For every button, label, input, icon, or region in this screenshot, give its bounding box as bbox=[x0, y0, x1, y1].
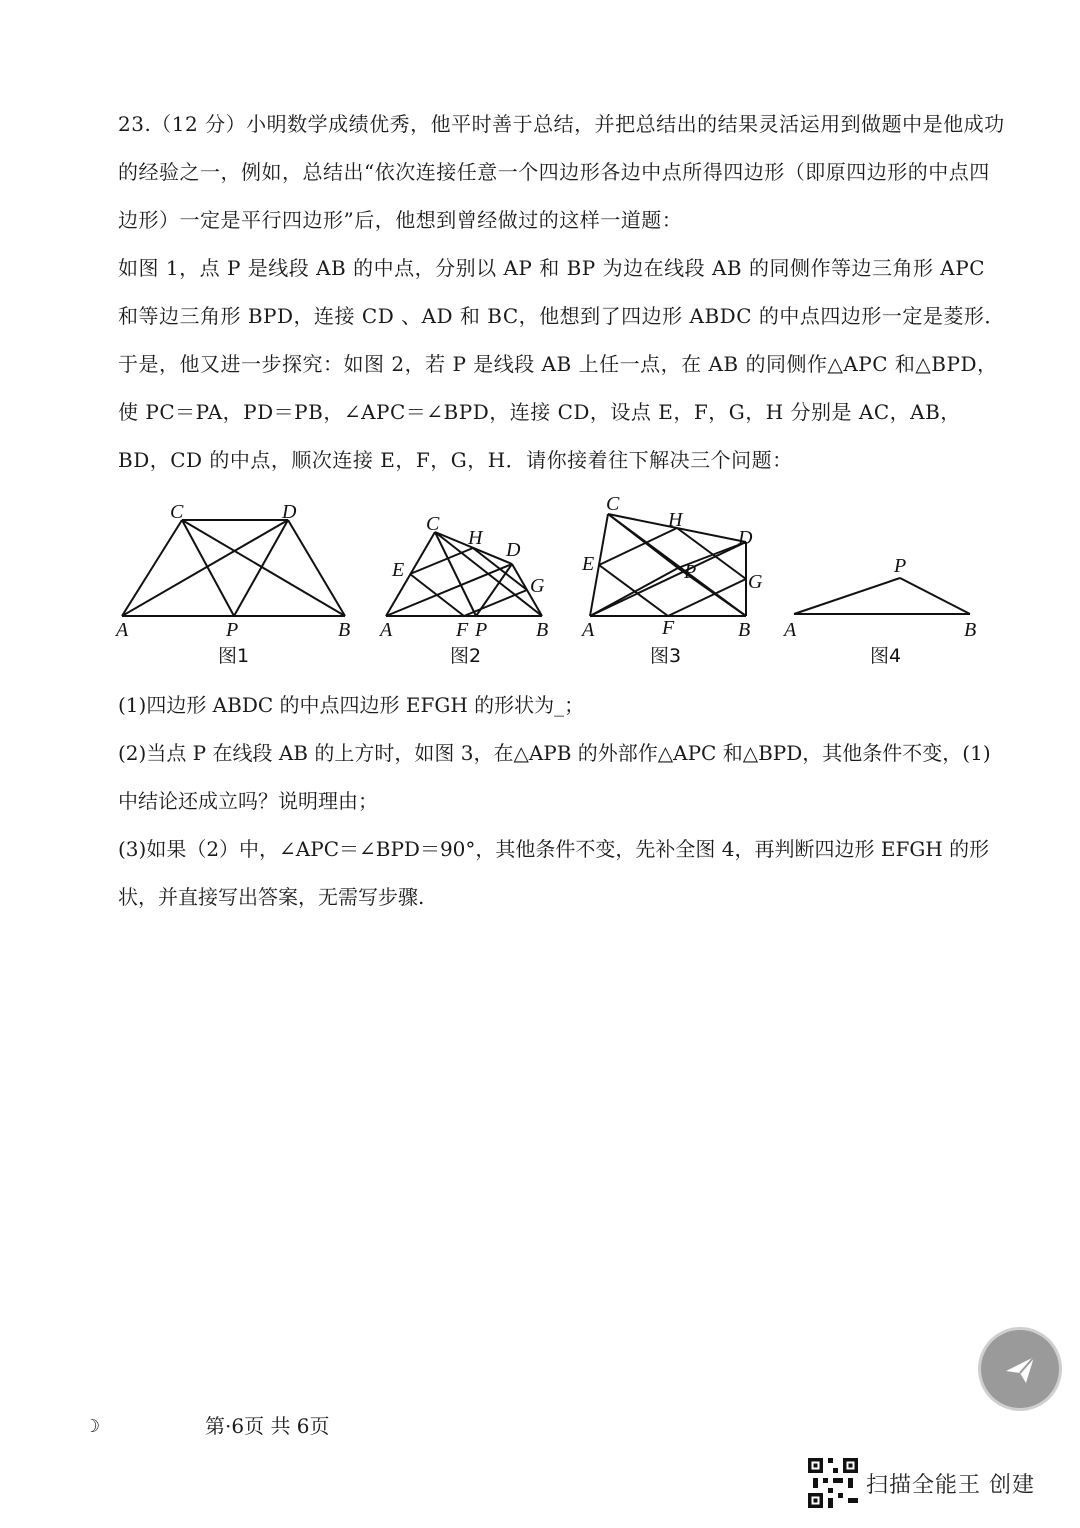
svg-text:C: C bbox=[426, 513, 440, 535]
figure-3-caption: 图3 bbox=[650, 645, 682, 667]
figure-1-caption: 图1 bbox=[218, 645, 250, 667]
geometry-figures bbox=[110, 490, 1010, 680]
svg-text:P: P bbox=[684, 561, 697, 583]
question-2-line-2: 中结论还成立吗？说明理由； bbox=[118, 789, 378, 813]
moon-glyph: ☽ bbox=[84, 1416, 101, 1437]
figure-4 bbox=[794, 578, 970, 614]
figure-1 bbox=[122, 520, 345, 616]
svg-text:G: G bbox=[530, 575, 545, 597]
svg-text:A: A bbox=[380, 619, 393, 641]
share-fab-button[interactable] bbox=[981, 1330, 1059, 1408]
question-1: (1)四边形 ABDC 的中点四边形 EFGH 的形状为_； bbox=[118, 693, 585, 717]
svg-text:D: D bbox=[738, 527, 753, 549]
svg-text:B: B bbox=[338, 619, 351, 641]
figures-row bbox=[110, 490, 1010, 684]
figure-2-caption: 图2 bbox=[450, 645, 482, 667]
svg-text:C: C bbox=[170, 501, 184, 523]
scanner-watermark: 扫描全能王 创建 bbox=[866, 1473, 1035, 1498]
svg-text:B: B bbox=[536, 619, 549, 641]
svg-text:A: A bbox=[582, 619, 595, 641]
question-body: 如图 1，点 P 是线段 AB 的中点，分别以 AP 和 BP 为边在线段 AB 的同侧作等边三角形 APC 和等边三角形 BPD，连接 CD 、AD 和 BC，他想到了四边形 ABDC 的中点四边形一定是菱形．于是，他又进一步探究：如图 2，若 P 是线段 AB 上任一点，在 AB 的同侧作△APC 和△BPD，使 PC＝PA，PD＝PB，∠APC＝∠BPD，连接 CD，设点 E，F，G，H 分别是 AC，AB，BD，CD 的中点，顺次连接 E，F，G，H．请你接着往下解决三个问题： bbox=[118, 256, 1005, 472]
svg-text:A: A bbox=[784, 619, 797, 641]
svg-text:H: H bbox=[468, 527, 483, 549]
figure-4-caption: 图4 bbox=[870, 645, 902, 667]
svg-text:P: P bbox=[226, 619, 239, 641]
svg-text:F: F bbox=[456, 619, 469, 641]
question-2-line-1: (2)当点 P 在线段 AB 的上方时，如图 3，在△APB 的外部作△APC 和△BPD，其他条件不变，(1) bbox=[118, 741, 991, 765]
question-3-line-1: (3)如果（2）中，∠APC＝∠BPD＝90°，其他条件不变，先补全图 4，再判断四边形 EFGH 的形 bbox=[118, 837, 990, 861]
svg-text:E: E bbox=[392, 559, 405, 581]
svg-text:C: C bbox=[606, 493, 620, 515]
svg-text:H: H bbox=[668, 509, 683, 531]
svg-text:B: B bbox=[964, 619, 977, 641]
svg-text:E: E bbox=[582, 553, 595, 575]
svg-text:B: B bbox=[738, 619, 751, 641]
qr-code-icon bbox=[808, 1458, 858, 1508]
svg-text:A: A bbox=[116, 619, 129, 641]
send-arrow-icon bbox=[1000, 1349, 1040, 1389]
svg-text:G: G bbox=[748, 571, 763, 593]
svg-text:P: P bbox=[475, 619, 488, 641]
svg-text:D: D bbox=[506, 539, 521, 561]
question-3-line-2: 状，并直接写出答案，无需写步骤. bbox=[118, 885, 425, 909]
page-number: 第·6页 共 6页 bbox=[205, 1414, 330, 1438]
svg-text:D: D bbox=[282, 501, 297, 523]
svg-text:P: P bbox=[894, 555, 907, 577]
question-intro: 23.（12 分）小明数学成绩优秀，他平时善于总结，并把总结出的结果灵活运用到做题中是他成功的经验之一，例如，总结出“依次连接任意一个四边形各边中点所得四边形（即原四边形的中点四边形）一定是平行四边形”后，他想到曾经做过的这样一道题： bbox=[118, 112, 1005, 232]
svg-text:F: F bbox=[662, 617, 675, 639]
